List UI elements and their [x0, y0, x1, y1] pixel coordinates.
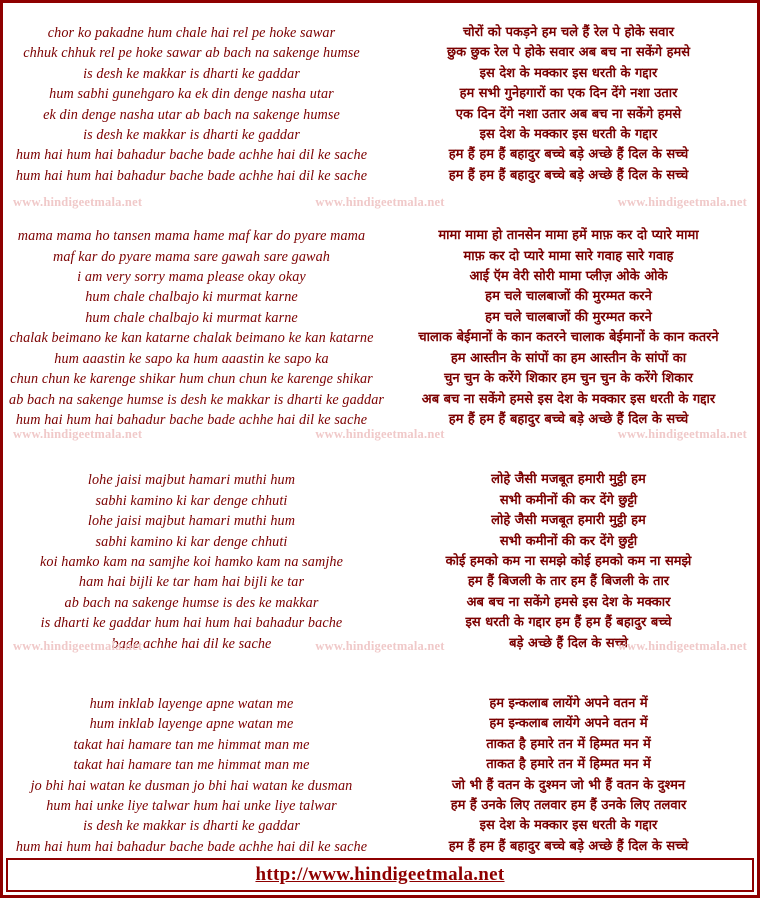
lyric-line: bade achhe hai dil ke sache [111, 635, 272, 652]
stanza-english-column [9, 470, 380, 654]
footer-bar [6, 858, 754, 892]
lyric-line: इस देश के मक्कार इस धरती के गद्दार [479, 65, 658, 81]
lyric-line: इस देश के मक्कार इस धरती के गद्दार [479, 818, 658, 834]
lyric-line: हम चले चालबाजों की मुरम्मत करने [485, 309, 652, 325]
stanza-spacer [3, 654, 757, 674]
lyric-line: hum inklab layenge apne watan me [89, 695, 294, 712]
lyric-line: हम हैं हम हैं बहादुर बच्चे बड़े अच्छे हैं दिल के सच्चे [448, 411, 689, 427]
watermark-text: www.hindigeetmala.net [13, 195, 143, 209]
lyric-line: हम चले चालबाजों की मुरम्मत करने [485, 289, 652, 305]
lyric-line: chun chun ke karenge shikar hum chun chun ke karenge shikar [10, 371, 373, 388]
stanza-spacer [3, 430, 757, 450]
footer [3, 855, 757, 895]
lyric-line: हम सभी गुनेहगारों का एक दिन देंगे नशा उतार [459, 86, 678, 102]
lyric-line: हम इन्कलाब लायेंगे अपने वतन में [489, 695, 648, 711]
lyric-line: माफ़ कर दो प्यारे मामा सारे गवाह सारे गवाह [463, 248, 674, 264]
lyric-line: ab bach na sakenge humse is desh ke makkar is dharti ke gaddar [9, 391, 385, 408]
site-url-link[interactable]: http://www.hindigeetmala.net [255, 864, 505, 885]
lyric-line: is dharti ke gaddar hum hai hum hai bahadur bache [40, 615, 343, 632]
lyric-line: hum hai unke liye talwar hum hai unke liye talwar [46, 798, 337, 814]
lyric-line: इस देश के मक्कार इस धरती के गद्दार [479, 127, 658, 143]
watermark-text: www.hindigeetmala.net [315, 427, 445, 441]
stanza-hindi-column [380, 226, 751, 430]
stanza-spacer [3, 674, 757, 694]
lyric-line: हम हैं हम हैं बहादुर बच्चे बड़े अच्छे हैं दिल के सच्चे [448, 147, 689, 163]
stanza-spacer [3, 186, 757, 206]
lyric-line: हम हैं हम हैं बहादुर बच्चे बड़े अच्छे हैं दिल के सच्चे [448, 167, 689, 183]
lyric-line: takat hai hamare tan me himmat man me [73, 736, 310, 753]
lyric-line: ताकत है हमारे तन में हिम्मत मन में [486, 736, 651, 752]
lyric-line: lohe jaisi majbut hamari muthi hum [87, 472, 296, 489]
lyric-line: jo bhi hai watan ke dusman jo bhi hai watan ke dusman [30, 777, 353, 794]
stanza-block [3, 226, 757, 430]
lyric-line: लोहे जैसी मजबूत हमारी मुट्ठी हम [491, 513, 646, 529]
stanza-spacer [3, 450, 757, 470]
lyric-line: maf kar do pyare mama sare gawah sare gawah [53, 248, 330, 265]
stanza-hindi-column [380, 470, 751, 654]
watermark-text: www.hindigeetmala.net [617, 427, 747, 441]
lyric-line: हम इन्कलाब लायेंगे अपने वतन में [489, 716, 648, 732]
lyric-line: mama mama ho tansen mama hame maf kar do pyare mama [17, 228, 366, 245]
lyric-line: अब बच ना सकेंगे हमसे इस देश के मक्कार [466, 594, 671, 610]
watermark-text: www.hindigeetmala.net [315, 195, 445, 209]
lyric-line: hum aaastin ke sapo ka hum aaastin ke sapo ka [54, 350, 329, 367]
top-spacer [3, 3, 757, 23]
lyric-line: ek din denge nasha utar ab bach na sakenge humse [43, 106, 340, 123]
lyric-line: takat hai hamare tan me himmat man me [73, 757, 310, 774]
lyric-line: is desh ke makkar is dharti ke gaddar [83, 65, 300, 82]
watermark-text: www.hindigeetmala.net [315, 639, 445, 653]
watermark-text: www.hindigeetmala.net [617, 639, 747, 653]
lyric-line: chhuk chhuk rel pe hoke sawar ab bach na sakenge humse [23, 45, 360, 62]
lyrics-area [3, 3, 757, 858]
lyric-line: is desh ke makkar is dharti ke gaddar [83, 127, 300, 144]
stanza-block [3, 470, 757, 654]
lyric-line: sabhi kamino ki kar denge chhuti [95, 492, 288, 509]
lyric-line: hum hai hum hai bahadur bache bade achhe hai dil ke sache [15, 167, 368, 184]
lyric-line: is desh ke makkar is dharti ke gaddar [83, 818, 300, 835]
lyric-line: ab bach na sakenge humse is des ke makkar [64, 594, 319, 611]
stanza-spacer [3, 206, 757, 226]
lyric-line: हम हैं हम हैं बहादुर बच्चे बड़े अच्छे हैं दिल के सच्चे [448, 838, 689, 854]
lyric-line: बड़े अच्छे हैं दिल के सच्चे [509, 635, 628, 651]
lyric-line: hum inklab layenge apne watan me [89, 716, 294, 733]
lyric-line: hum hai hum hai bahadur bache bade achhe hai dil ke sache [15, 838, 368, 855]
stanza-english-column [9, 226, 385, 430]
lyric-line: मामा मामा हो तानसेन मामा हमें माफ़ कर दो प्यारे मामा [438, 228, 699, 244]
stanza-block [3, 23, 757, 186]
stanza-english-column [9, 23, 380, 186]
lyric-line: lohe jaisi majbut hamari muthi hum [87, 513, 296, 530]
lyric-line: chor ko pakadne hum chale hai rel pe hoke sawar [47, 25, 336, 41]
lyric-line: हम हैं उनके लिए तलवार हम हैं उनके लिए तलवार [450, 798, 687, 813]
lyric-line: chalak beimano ke kan katarne chalak beimano ke kan katarne [9, 330, 374, 347]
lyric-line: sabhi kamino ki kar denge chhuti [95, 533, 288, 550]
lyric-line: हम हैं बिजली के तार हम हैं बिजली के तार [467, 574, 670, 590]
lyric-line: छुक छुक रेल पे होके सवार अब बच ना सकेंगे हमसे [446, 45, 691, 61]
lyric-line: हम आस्तीन के सांपों का हम आस्तीन के सांपों का [450, 350, 687, 366]
lyric-line: i am very sorry mama please okay okay [77, 269, 306, 286]
lyric-line: सभी कमीनों की कर देंगे छुट्टी [499, 492, 638, 508]
lyric-line: सभी कमीनों की कर देंगे छुट्टी [499, 533, 638, 549]
lyric-line: कोई हमको कम ना समझे कोई हमको कम ना समझे [445, 553, 692, 569]
lyric-line: चोरों को पकड़ने हम चले हैं रेल पे होके सवार [462, 25, 675, 40]
lyric-line: hum sabhi gunehgaro ka ek din denge nasha utar [49, 86, 334, 103]
stanza-hindi-column [380, 23, 751, 186]
lyric-line: एक दिन देंगे नशा उतार अब बच ना सकेंगे हमसे [455, 106, 682, 122]
lyric-line: ताकत है हमारे तन में हिम्मत मन में [486, 757, 651, 773]
lyric-line: आई ऍम वेरी सोरी मामा प्लीज़ ओके ओके [469, 269, 668, 285]
lyric-line: चुन चुन के करेंगे शिकार हम चुन चुन के करेंगे शिकार [444, 371, 693, 387]
lyric-line: hum hai hum hai bahadur bache bade achhe hai dil ke sache [15, 411, 368, 428]
lyric-line: hum chale chalbajo ki murmat karne [85, 289, 298, 306]
lyric-line: koi hamko kam na samjhe koi hamko kam na samjhe [40, 553, 343, 570]
watermark-text: www.hindigeetmala.net [13, 427, 143, 441]
watermark-text: www.hindigeetmala.net [13, 639, 143, 653]
lyric-line: जो भी हैं वतन के दुश्मन जो भी हैं वतन के दुश्मन [451, 777, 686, 793]
watermark-text: www.hindigeetmala.net [617, 195, 747, 209]
lyric-line: hum chale chalbajo ki murmat karne [85, 309, 298, 326]
lyric-line: चालाक बेईमानों के कान कतरने चालाक बेईमानों के कान कतरने [418, 330, 719, 346]
lyric-line: इस धरती के गद्दार हम हैं हम हैं बहादुर बच्चे [465, 615, 672, 631]
lyric-line: hum hai hum hai bahadur bache bade achhe hai dil ke sache [15, 147, 368, 164]
lyric-line: लोहे जैसी मजबूत हमारी मुट्ठी हम [491, 472, 646, 488]
lyric-line: अब बच ना सकेंगे हमसे इस देश के मक्कार इस धरती के गद्दार [421, 391, 716, 407]
lyric-line: ham hai bijli ke tar ham hai bijli ke tar [78, 574, 305, 591]
